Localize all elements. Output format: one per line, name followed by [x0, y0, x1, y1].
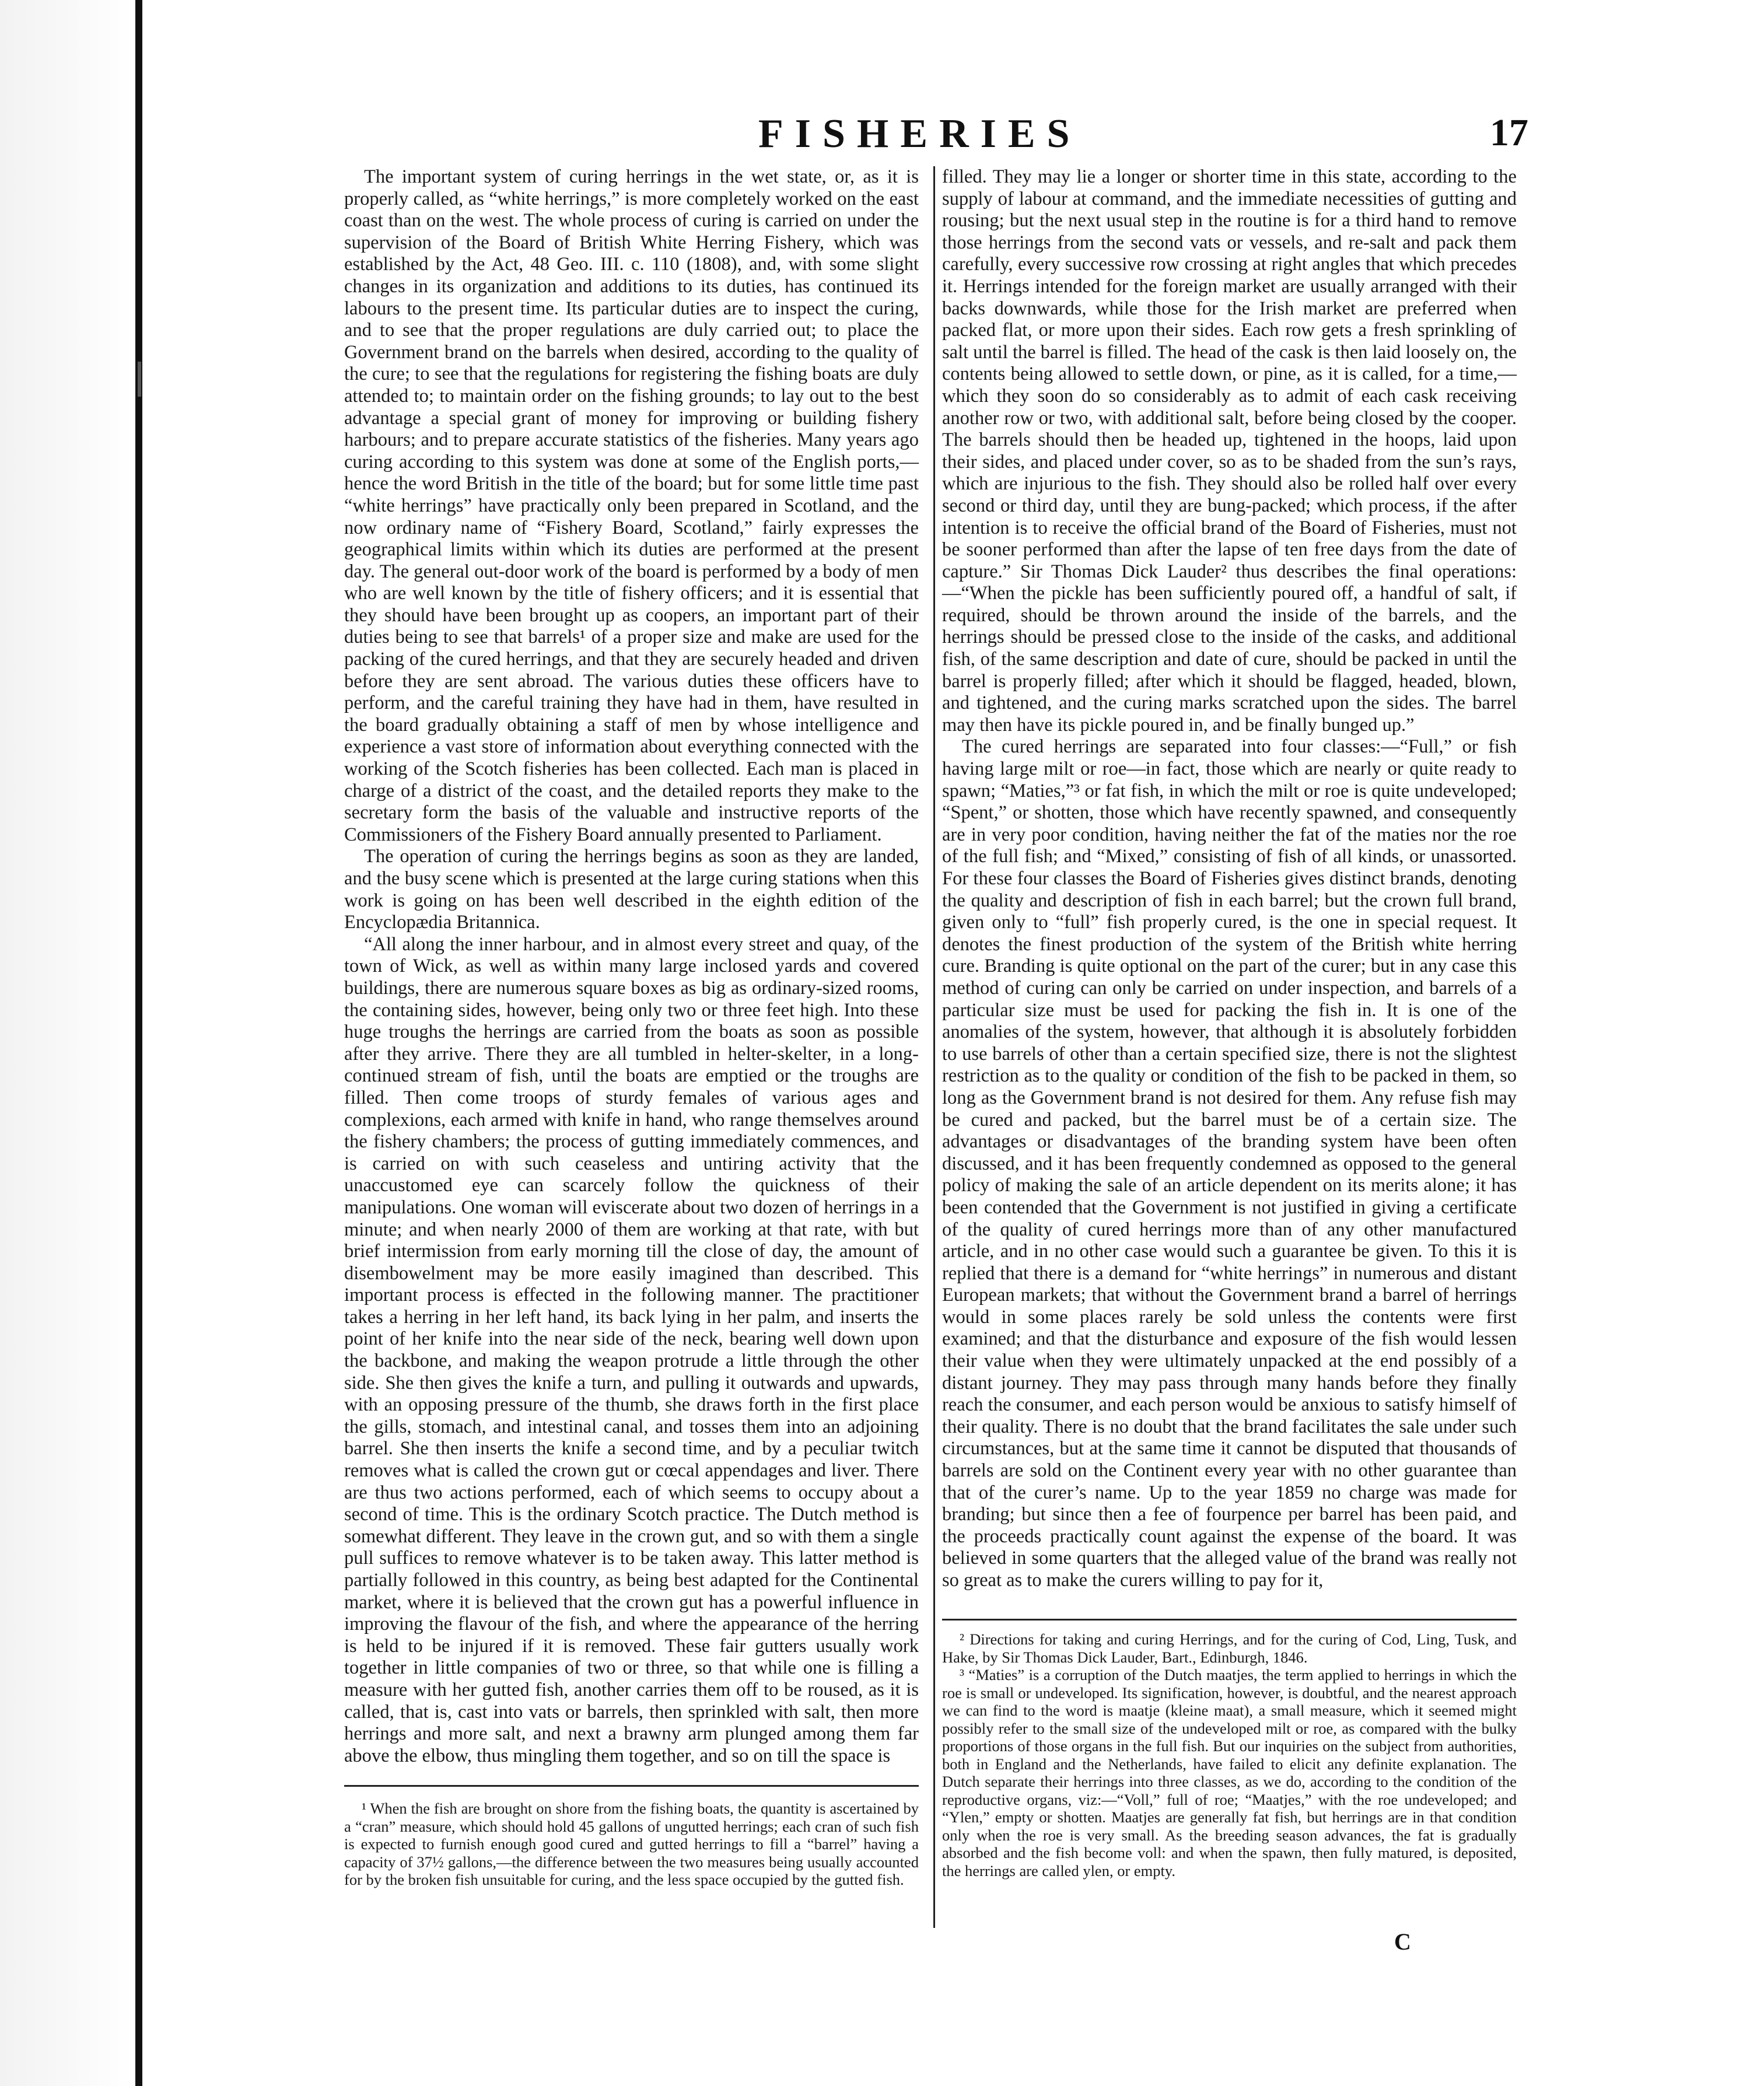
left-column: [344, 166, 919, 1785]
page-number: 17: [1490, 111, 1528, 154]
page-left-margin: [0, 0, 135, 2086]
column-divider: [933, 166, 935, 1928]
footnote-3: ³ “Maties” is a corruption of the Dutch maatjes, the term applied to herrings in which the roe is small or undeveloped. Its signification, however, is doubtful, and the nearest approach we can find to the word is maatje (kleine maat), a small measure, which it seemed might possibly refer to the small size of the undeveloped milt or roe, as compared with the bulky proportions of those organs in the full fish. But our inquiries on the subject from authorities, both in England and the Netherlands, have failed to elicit any definite explanation. The Dutch separate their herrings into three classes, as we do, according to the condition of the reproductive organs, viz:—“Voll,” full of roe; “Maatjes,” with the roe undeveloped; and “Ylen,” empty or shotten. Maatjes are generally fat fish, but herrings are in that condition only when the roe is very small. As the breeding season advances, the fat is gradually absorbed and the fish become voll: and when the spawn, then fully matured, is deposited, the herrings are called ylen, or empty.: [942, 1666, 1517, 1880]
paragraph: The cured herrings are separated into four classes:—“Full,” or fish having large milt or roe—in fact, those which are nearly or quite ready to spawn; “Maties,”³ or fat fish, in which the milt or roe is quite undeveloped; “Spent,” or shotten, those which have recently spawned, and consequently are in very poor condition, having neither the fat of the maties nor the roe of the full fish; and “Mixed,” consisting of fish of all kinds, or unassorted. For these four classes the Board of Fisheries gives distinct brands, denoting the quality and description of fish in each barrel; but the crown full brand, given only to “full” fish properly cured, is the one in special request. It denotes the finest production of the system of the British white herring cure. Branding is quite optional on the part of the curer; but in any case this method of curing can only be carried on under inspection, and barrels of a particular size must be used for packing the fish in. It is one of the anomalies of the system, however, that although it is absolutely forbidden to use barrels of other than a certain specified size, there is not the slightest restriction as to the quality or condition of the fish to be packed in them, so long as the Government brand is not desired for them. Any refuse fish may be cured and packed, but the barrel must be of a certain size. The advantages or disadvantages of the branding system have been often discussed, and it has been frequently condemned as opposed to the general policy of making the sale of an article dependent on its merits alone; it has been contended that the Government is not justified in giving a certificate of the quality of cured herrings more than of any other manufactured article, and in no other case would such a guarantee be given. To this it is replied that there is a demand for “white herrings” in numerous and distant European markets; that without the Government brand a barrel of herrings would in some places rarely be sold unless the contents were first examined; and that the disturbance and exposure of the fish would lessen their value when they were ultimately unpacked at the end possibly of a distant journey. They may pass through many hands before they finally reach the consumer, and each person would be anxious to satisfy himself of their quality. There is no doubt that the brand facilitates the sale under such circumstances, but at the same time it cannot be disputed that thousands of barrels are sold on the Continent every year with no other guarantee than that of the curer’s name. Up to the year 1859 no charge was made for branding; but since then a fee of fourpence per barrel has been paid, and the proceeds practically count against the expense of the board. It was believed in some quarters that the alleged value of the brand was really not so great as to make the curers willing to pay for it,: [942, 736, 1517, 1591]
footnote-rule-right: [942, 1619, 1517, 1620]
header-title: FISHERIES: [758, 111, 1082, 156]
paragraph: “All along the inner harbour, and in almost every street and quay, of the town of Wick, as well as within many large inclosed yards and covered buildings, there are numerous square boxes as big as ordinary-sized rooms, the containing sides, however, being only two or three feet high. Into these huge troughs the herrings are carried from the boats as soon as possible after they arrive. There they are all tumbled in helter-skelter, in a long-continued stream of fish, until the boats are emptied or the troughs are filled. Then come troops of sturdy females of various ages and complexions, each armed with knife in hand, who range themselves around the fishery chambers; the process of gutting immediately commences, and is carried on with such ceaseless and untiring activity that the unaccustomed eye can scarcely follow the quickness of their manipulations. One woman will eviscerate about two dozen of herrings in a minute; and when nearly 2000 of them are working at that rate, with but brief intermission from early morning till the close of day, the amount of disembowelment may be more easily imagined than described. This important process is effected in the following manner. The practitioner takes a herring in her left hand, its back lying in her palm, and inserts the point of her knife into the near side of the neck, bearing well down upon the backbone, and making the weapon protrude a little through the other side. She then gives the knife a turn, and pulling it outwards and upwards, with an opposing pressure of the thumb, she draws forth in the first place the gills, stomach, and intestinal canal, and tosses them into an adjoining barrel. She then inserts the knife a second time, and by a peculiar twitch removes what is called the crown gut or cœcal appendages and liver. There are thus two actions performed, each of which seems to occupy about a second of time. This is the ordinary Scotch practice. The Dutch method is somewhat different. They leave in the crown gut, and so with them a single pull suffices to remove whatever is to be taken away. This latter method is partially followed in this country, as being best adapted for the Continental market, where it is believed that the crown gut has a powerful influence in improving the flavour of the fish, and where the appearance of the herring is held to be injured if it is removed. These fair gutters usually work together in little companies of two or three, so that while one is filling a measure with her gutted fish, another carries them off to be roused, as it is called, that is, cast into vats or barrels, then sprinkled with salt, then more herrings and more salt, and next a brawny arm plunged among them far above the elbow, thus mingling them together, and so on till the space is: [344, 933, 919, 1766]
footnote-1: ¹ When the fish are brought on shore from the fishing boats, the quantity is ascertained by a “cran” measure, which should hold 45 gallons of ungutted herrings; each cran of such fish is expected to furnish enough good cured and gutted herrings to fill a “barrel” having a capacity of 37½ gallons,—the difference between the two measures being usually accounted for by the broken fish unsuitable for curing, and the less space occupied by the gutted fish.: [344, 1800, 919, 1888]
running-header: [344, 111, 1528, 163]
footnote-rule-left: [344, 1785, 919, 1787]
footnote-2: ² Directions for taking and curing Herrings, and for the curing of Cod, Ling, Tusk, and Hake, by Sir Thomas Dick Lauder, Bart., Edinburgh, 1846.: [942, 1630, 1517, 1666]
footnotes-left: [344, 1800, 919, 1889]
signature-mark: C: [1394, 1929, 1411, 1955]
scan-artifact: [138, 362, 141, 397]
right-column: [942, 166, 1517, 1613]
paragraph: The operation of curing the herrings begins as soon as they are landed, and the busy scene which is presented at the large curing stations when this work is going on has been well described in the eighth edition of the Encyclopædia Britannica.: [344, 846, 919, 933]
binding-edge: [135, 0, 142, 2086]
paragraph: filled. They may lie a longer or shorter time in this state, according to the supply of labour at command, and the immediate necessities of gutting and rousing; but the next usual step in the routine is for a third hand to remove those herrings from the second vats or vessels, and re-salt and pack them carefully, every successive row crossing at right angles that which precedes it. Herrings intended for the foreign market are usually arranged with their backs downwards, while those for the Irish market are preferred when packed flat, or more upon their sides. Each row gets a fresh sprinkling of salt until the barrel is filled. The head of the cask is then laid loosely on, the contents being allowed to settle down, or pine, as it is called, for a time,—which they soon do so considerably as to admit of each cask receiving another row or two, with additional salt, before being closed by the cooper. The barrels should then be headed up, tightened in the hoops, laid upon their sides, and placed under cover, so as to be shaded from the sun’s rays, which are injurious to the fish. They should also be rolled half over every second or third day, until they are bung-packed; which process, if the after intention is to receive the official brand of the Board of Fisheries, must not be sooner performed than after the lapse of ten free days from the date of capture.” Sir Thomas Dick Lauder² thus describes the final operations:—“When the pickle has been sufficiently poured off, a handful of salt, if required, should be thrown around the inside of the barrels, and the herrings should be pressed close to the inside of the casks, and additional fish, of the same description and date of cure, should be packed in until the barrel is properly filled; after which it should be flagged, headed, blown, and tightened, and the curing marks scratched upon the sides. The barrel may then have its pickle poured in, and be finally bunged up.”: [942, 166, 1517, 736]
paragraph: The important system of curing herrings in the wet state, or, as it is properly called, as “white herrings,” is more completely worked on the east coast than on the west. The whole process of curing is carried on under the supervision of the Board of British White Herring Fishery, which was established by the Act, 48 Geo. III. c. 110 (1808), and, with some slight changes in its organization and additions to its duties, has continued its labours to the present time. Its particular duties are to inspect the curing, and to see that the proper regulations are duly carried out; to place the Government brand on the barrels when desired, according to the quality of the cure; to see that the regulations for registering the fishing boats are duly attended to; to maintain order on the fishing grounds; to lay out to the best advantage a special grant of money for improving or building fishery harbours; and to prepare accurate statistics of the fisheries. Many years ago curing according to this system was done at some of the English ports,—hence the word British in the title of the board; but for some little time past “white herrings” have practically only been prepared in Scotland, and the now ordinary name of “Fishery Board, Scotland,” fairly expresses the geographical limits within which its duties are performed at the present day. The general out-door work of the board is performed by a body of men who are well known by the title of fishery officers; and it is essential that they should have been brought up as coopers, an important part of their duties being to see that barrels¹ of a proper size and make are used for the packing of the cured herrings, and that they are securely headed and driven before they are sent abroad. The various duties these officers have to perform, and the careful training they have had in them, have resulted in the board gradually obtaining a staff of men by whose intelligence and experience a vast store of information about everything connected with the working of the Scotch fisheries has been collected. Each man is placed in charge of a district of the coast, and the detailed reports they make to the secretary form the basis of the valuable and instructive reports of the Commissioners of the Fishery Board annually presented to Parliament.: [344, 166, 919, 845]
footnotes-right: [942, 1630, 1517, 1880]
